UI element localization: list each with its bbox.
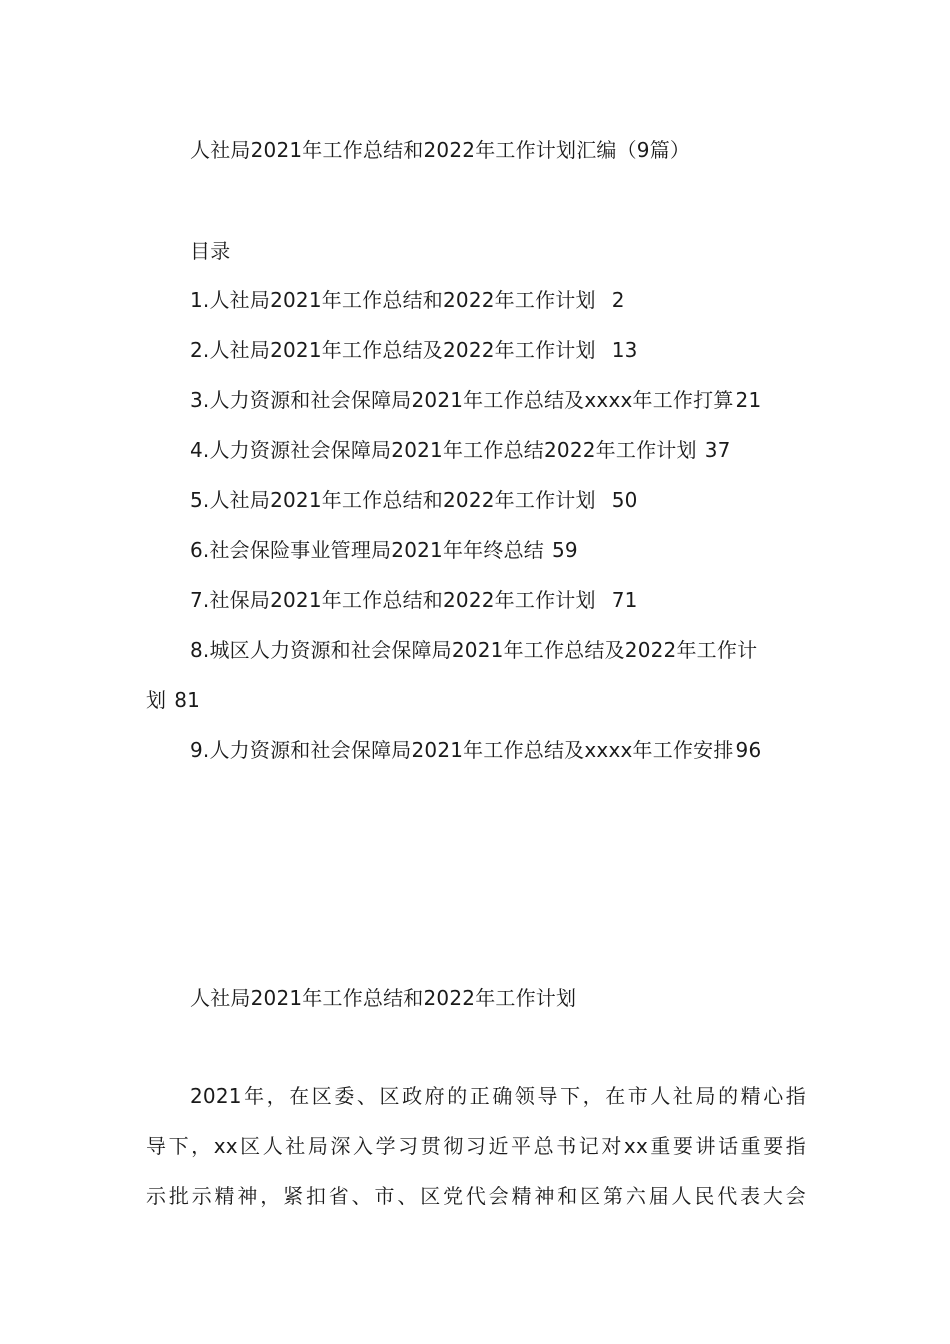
toc-item-text: 7.社保局2021年工作总结和2022年工作计划 xyxy=(190,588,596,612)
body-line-1: 2021年，在区委、区政府的正确领导下，在市人社局的精心指 xyxy=(190,1084,806,1108)
toc-item-3[interactable] xyxy=(190,387,761,413)
toc-item-page: 96 xyxy=(735,738,762,762)
toc-item-page: 59 xyxy=(551,538,578,562)
document-title: 人社局2021年工作总结和2022年工作计划汇编（9篇） xyxy=(190,138,691,162)
toc-item-7[interactable] xyxy=(190,587,638,613)
toc-item-1[interactable] xyxy=(190,287,625,313)
toc-item-text: 5.人社局2021年工作总结和2022年工作计划 xyxy=(190,488,596,512)
toc-item-page: 21 xyxy=(735,388,762,412)
toc-item-9[interactable] xyxy=(190,737,761,763)
section-title: 人社局2021年工作总结和2022年工作计划 xyxy=(190,986,577,1010)
toc-item-8[interactable] xyxy=(190,637,757,663)
body-line-2: 导下，xx区人社局深入学习贯彻习近平总书记对xx重要讲话重要指 xyxy=(146,1134,806,1158)
toc-item-text: 1.人社局2021年工作总结和2022年工作计划 xyxy=(190,288,596,312)
toc-item-5[interactable] xyxy=(190,487,638,513)
body-line-3: 示批示精神，紧扣省、市、区党代会精神和区第六届人民代表大会 xyxy=(146,1184,806,1208)
toc-item-page: 37 xyxy=(704,438,731,462)
toc-item-6[interactable] xyxy=(190,537,578,563)
toc-item-page: 2 xyxy=(611,288,625,312)
toc-item-page: 81 xyxy=(174,688,201,712)
toc-heading: 目录 xyxy=(190,239,231,263)
toc-item-4[interactable] xyxy=(190,437,731,463)
toc-item-text: 划 xyxy=(146,688,167,712)
toc-item-text: 3.人力资源和社会保障局2021年工作总结及xxxx年工作打算 xyxy=(190,388,734,412)
toc-item-page: 13 xyxy=(611,338,638,362)
toc-item-8-continued[interactable] xyxy=(146,687,200,713)
toc-item-text: 6.社会保险事业管理局2021年年终总结 xyxy=(190,538,544,562)
toc-item-2[interactable] xyxy=(190,337,638,363)
toc-item-page: 50 xyxy=(611,488,638,512)
toc-item-text: 2.人社局2021年工作总结及2022年工作计划 xyxy=(190,338,596,362)
toc-item-page: 71 xyxy=(611,588,638,612)
toc-item-text: 4.人力资源社会保障局2021年工作总结2022年工作计划 xyxy=(190,438,697,462)
toc-item-text: 9.人力资源和社会保障局2021年工作总结及xxxx年工作安排 xyxy=(190,738,734,762)
toc-item-text: 8.城区人力资源和社会保障局2021年工作总结及2022年工作计 xyxy=(190,638,758,662)
